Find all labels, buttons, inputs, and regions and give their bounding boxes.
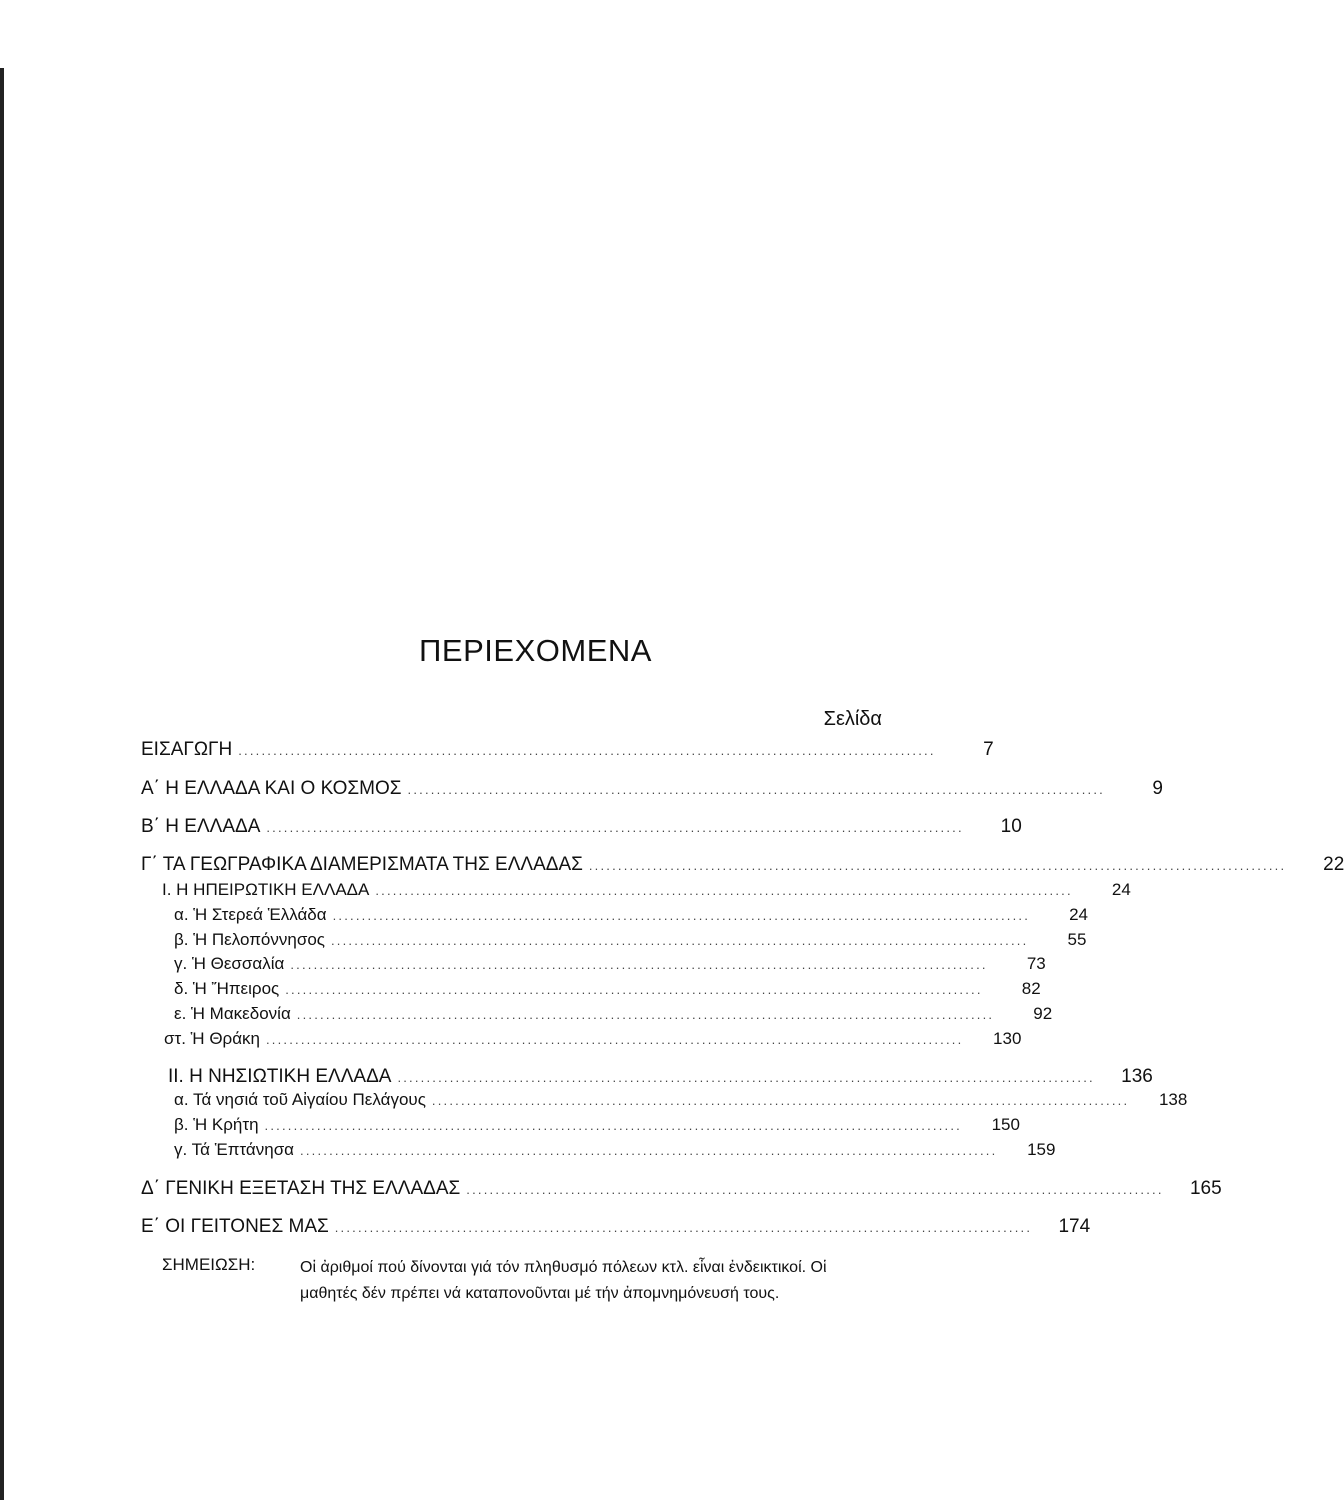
- leader-dots: ........................................................................................................................: [330, 933, 1029, 948]
- toc-entry-label: Ε΄ ΟΙ ΓΕΙΤΟΝΕΣ ΜΑΣ: [141, 1216, 329, 1237]
- toc-entry-page: 174: [1058, 1216, 1091, 1237]
- leader-dots: ........................................................................................................................: [466, 1182, 1164, 1197]
- toc-entry-label: ΙΙ. Η ΝΗΣΙΩΤΙΚΗ ΕΛΛΑΔΑ: [168, 1066, 392, 1087]
- leader-dots: ........................................................................................................................: [431, 1093, 1130, 1108]
- toc-entry-eptanisa[interactable]: [0, 1141, 1071, 1158]
- toc-entry-page: 150: [991, 1115, 1020, 1134]
- page-title: ΠΕΡΙΕΧΟΜΕΝΑ: [419, 633, 652, 668]
- toc-entry-page: 10: [1000, 816, 1022, 837]
- toc-entry-e[interactable]: [0, 1216, 1091, 1237]
- toc-entry-label: στ. Ἡ Θράκη: [164, 1029, 260, 1048]
- toc-entry-label: β. Ἡ Κρήτη: [174, 1115, 259, 1134]
- toc-entry-introduction[interactable]: [0, 740, 1071, 759]
- leader-dots: ........................................................................................................................: [238, 743, 936, 758]
- toc-entry-page: 9: [1152, 778, 1163, 799]
- toc-entry-page: 159: [1027, 1140, 1056, 1159]
- toc-entry-label: γ. Ἡ Θεσσαλία: [174, 954, 285, 973]
- leader-dots: ........................................................................................................................: [285, 982, 983, 997]
- leader-dots: ........................................................................................................................: [290, 957, 988, 972]
- toc-entry-aigaio[interactable]: [0, 1090, 1188, 1109]
- toc-entry-page: 73: [1026, 954, 1046, 973]
- toc-entry-label: Γ΄ ΤΑ ΓΕΩΓΡΑΦΙΚΑ ΔΙΑΜΕΡΙΣΜΑΤΑ ΤΗΣ ΕΛΛΑΔΑΣ: [141, 854, 583, 875]
- toc-entry-kriti[interactable]: [0, 1116, 1071, 1133]
- leader-dots: ........................................................................................................................: [296, 1007, 995, 1022]
- footnote-text: Οἱ ἀριθμοί πού δίνονται γιά τόν πληθυσμό πόλεων κτλ. εἶναι ἐνδεικτικοί. Οἱ μαθητές δέν πρέπει νά καταπονοῦνται μέ τήν ἀπομνημόνευσή τους.: [300, 1259, 827, 1302]
- leader-dots: ........................................................................................................................: [266, 820, 964, 835]
- leader-dots: ........................................................................................................................: [300, 1143, 998, 1158]
- leader-dots: ........................................................................................................................: [264, 1118, 962, 1133]
- toc-entry-thraki[interactable]: [0, 1030, 1071, 1047]
- toc-entry-label: Β΄ Η ΕΛΛΑΔΑ: [141, 816, 261, 837]
- toc-entry-label: Δ΄ ΓΕΝΙΚΗ ΕΞΕΤΑΣΗ ΤΗΣ ΕΛΛΑΔΑΣ: [141, 1178, 461, 1199]
- toc-entry-mainland[interactable]: [0, 880, 1131, 899]
- toc-entry-label: α. Τά νησιά τοῦ Αἰγαίου Πελάγους: [174, 1090, 426, 1109]
- toc-entry-islands[interactable]: [0, 1066, 1153, 1087]
- toc-entry-ipeiros[interactable]: [0, 980, 1071, 997]
- toc-entry-sterea[interactable]: [0, 905, 1089, 924]
- toc-entry-label: β. Ἡ Πελοπόννησος: [174, 930, 325, 949]
- leader-dots: ........................................................................................................................: [332, 908, 1031, 923]
- toc-entry-page: 24: [1069, 905, 1089, 924]
- toc-entry-thessalia[interactable]: [0, 955, 1071, 972]
- footnote: [162, 1255, 882, 1307]
- page-column-header: Σελίδα: [823, 708, 882, 730]
- leader-dots: ........................................................................................................................: [407, 782, 1105, 797]
- toc-entry-page: 24: [1111, 880, 1131, 899]
- toc-entry-label: δ. Ἡ Ἤπειρος: [174, 979, 280, 998]
- toc-entry-peloponnisos[interactable]: [0, 930, 1087, 949]
- toc-entry-page: 22: [1323, 854, 1344, 875]
- toc-entry-label: Ι. Η ΗΠΕΙΡΩΤΙΚΗ ΕΛΛΑΔΑ: [162, 880, 370, 899]
- leader-dots: ........................................................................................................................: [588, 858, 1287, 873]
- toc-entry-label: ΕΙΣΑΓΩΓΗ: [141, 739, 233, 760]
- toc-entry-d[interactable]: [0, 1178, 1222, 1199]
- toc-entry-page: 7: [983, 739, 994, 760]
- leader-dots: ........................................................................................................................: [397, 1070, 1095, 1085]
- toc-entry-page: 138: [1158, 1090, 1188, 1109]
- toc-entry-page: 82: [1021, 979, 1041, 998]
- toc-entry-makedonia[interactable]: [0, 1005, 1071, 1022]
- toc-entry-page: 165: [1189, 1178, 1222, 1199]
- toc-entry-b[interactable]: [0, 817, 1071, 836]
- leader-dots: ........................................................................................................................: [375, 883, 1073, 898]
- footnote-label: ΣΗΜΕΙΩΣΗ:: [162, 1255, 256, 1274]
- toc-entry-page: 130: [993, 1029, 1022, 1048]
- toc-entry-a[interactable]: [0, 778, 1163, 799]
- toc-entry-label: α. Ἡ Στερεά Ἑλλάδα: [174, 905, 327, 924]
- toc-entry-label: ε. Ἡ Μακεδονία: [174, 1004, 291, 1023]
- toc-entry-label: Α΄ Η ΕΛΛΑΔΑ ΚΑΙ Ο ΚΟΣΜΟΣ: [141, 778, 402, 799]
- toc-entry-page: 55: [1067, 930, 1087, 949]
- leader-dots: ........................................................................................................................: [266, 1032, 964, 1047]
- toc-entry-page: 136: [1121, 1066, 1153, 1087]
- leader-dots: ........................................................................................................................: [334, 1220, 1033, 1235]
- toc-entry-page: 92: [1033, 1004, 1053, 1023]
- toc-entry-c[interactable]: [0, 854, 1344, 875]
- toc-entry-label: γ. Τά Ἑπτάνησα: [174, 1140, 295, 1159]
